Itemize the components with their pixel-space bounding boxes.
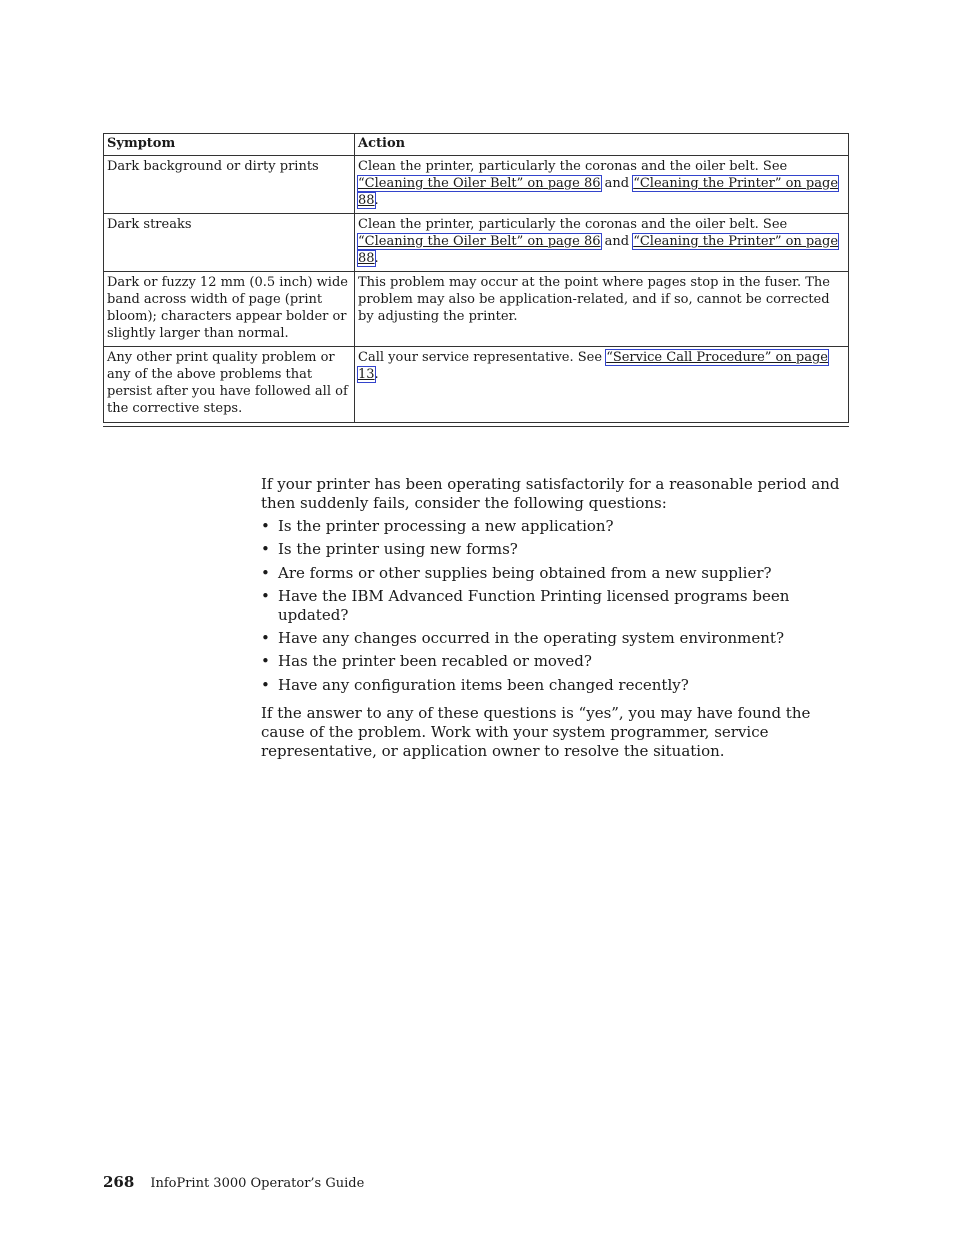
page-footer (103, 1173, 364, 1193)
action-cell (355, 156, 849, 214)
list-item: • Have any changes occurred in the operating system environment? (261, 629, 784, 648)
action-text: Call your service representative. See (358, 350, 607, 365)
list-item: • Is the printer using new forms? (261, 540, 518, 559)
bullet-icon: • (261, 517, 270, 535)
table-header-row (104, 134, 849, 156)
conclusion-paragraph: If the answer to any of these questions is “yes”, you may have found the cause of the problem. Work with your system programmer, service representative, or application owner to resolve the situation. (261, 703, 811, 760)
bullet-icon: • (261, 563, 270, 582)
document-title: InfoPrint 3000 Operator’s Guide (150, 1176, 365, 1191)
table-row (104, 272, 849, 347)
column-header-symptom: Symptom (104, 134, 355, 156)
bullet-icon: • (261, 629, 270, 648)
link-cleaning-printer[interactable]: “Cleaning the Printer” on page 88 (358, 234, 839, 266)
action-cell: This problem may occur at the point where pages stop in the fuser. The problem may also be application-related, and if so, cannot be corrected by adjusting the printer. (355, 272, 849, 347)
list-item: • Has the printer been recabled or moved? (261, 652, 592, 671)
symptom-cell: Dark background or dirty prints (104, 156, 355, 214)
action-text: Clean the printer, particularly the coronas and the oiler belt. See (358, 217, 788, 232)
action-text: Clean the printer, particularly the coronas and the oiler belt. See (358, 159, 788, 174)
action-text: . (374, 367, 379, 382)
symptom-cell: Any other print quality problem or any of the above problems that persist after you have followed all of the corrective steps. (104, 347, 355, 423)
list-item: • Are forms or other supplies being obtained from a new supplier? (261, 563, 772, 582)
table-row (104, 156, 849, 214)
page-number: 268 (103, 1173, 135, 1191)
table-row (104, 347, 849, 423)
section-body (261, 475, 846, 765)
symptom-cell: Dark or fuzzy 12 mm (0.5 inch) wide band across width of page (print bloom); characters appear bolder or slightly larger than normal. (104, 272, 355, 347)
bullet-icon: • (261, 675, 270, 694)
link-cleaning-printer[interactable]: “Cleaning the Printer” on page 88 (358, 176, 839, 208)
symptom-cell: Dark streaks (104, 214, 355, 272)
action-text: and (600, 176, 634, 191)
link-cleaning-oiler-belt[interactable]: “Cleaning the Oiler Belt” on page 86 (358, 176, 601, 191)
list-item: • Is the printer processing a new application? (261, 517, 614, 535)
bullet-icon: • (261, 540, 270, 559)
link-service-call-procedure[interactable]: “Service Call Procedure” on page 13 (358, 350, 828, 382)
section-divider (103, 426, 849, 427)
table-row (104, 214, 849, 272)
symptom-action-table (103, 133, 849, 423)
question-list (261, 517, 846, 695)
link-cleaning-oiler-belt[interactable]: “Cleaning the Oiler Belt” on page 86 (358, 234, 601, 249)
column-header-action: Action (355, 134, 849, 156)
list-item: • Have any configuration items been changed recently? (261, 675, 689, 694)
action-text: . (374, 193, 379, 208)
action-cell (355, 214, 849, 272)
list-item: • Have the IBM Advanced Function Printing licensed programs been updated? (261, 586, 790, 624)
action-text: . (374, 251, 379, 266)
bullet-icon: • (261, 586, 270, 605)
intro-paragraph: If your printer has been operating satisfactorily for a reasonable period and then suddenly fails, consider the following questions: (261, 475, 840, 512)
action-cell (355, 347, 849, 423)
bullet-icon: • (261, 652, 270, 671)
action-text: and (600, 234, 634, 249)
